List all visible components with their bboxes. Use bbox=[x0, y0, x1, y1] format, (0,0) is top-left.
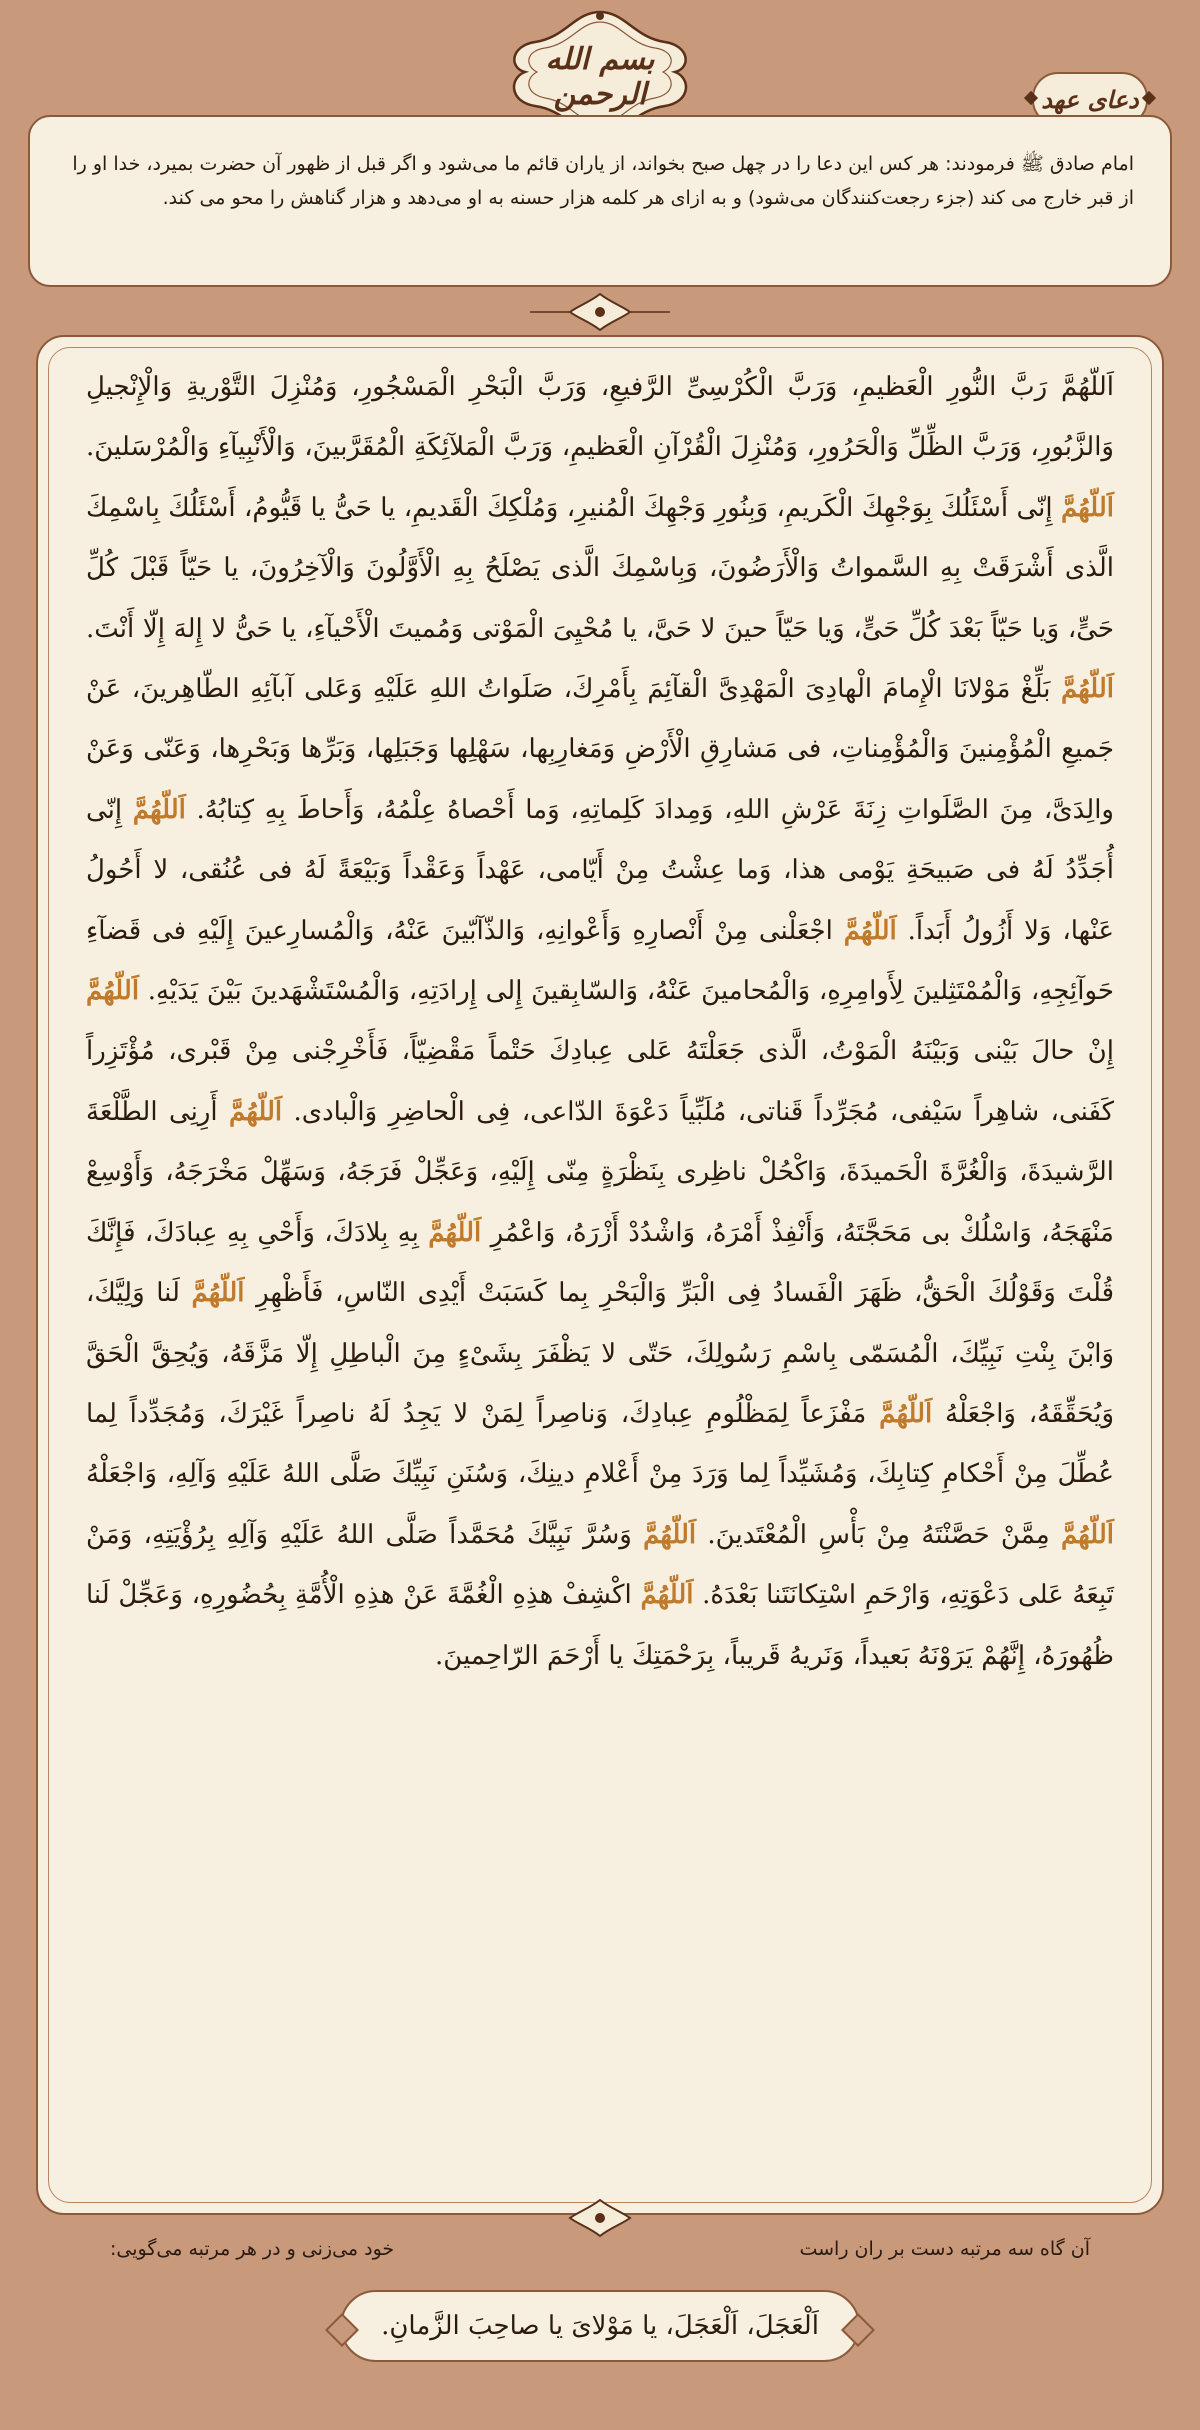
highlighted-allahumma: اَللّهُمَّ bbox=[1060, 1519, 1114, 1550]
closing-text: اَلْعَجَلَ، اَلْعَجَلَ، یا مَوْلایَ یا صاحِبَ الزَّمانِ. bbox=[381, 2311, 819, 2341]
highlighted-allahumma: اَللّهُمَّ bbox=[132, 794, 186, 825]
closing-badge bbox=[340, 2290, 860, 2362]
highlighted-allahumma: اَللّهُمَّ bbox=[643, 1519, 697, 1550]
highlighted-allahumma: اَللّهُمَّ bbox=[1060, 492, 1114, 523]
prayer-segment: إِنْ حالَ بَیْنی وَبَیْنَهُ الْمَوْتُ، الَّذی جَعَلْتَهُ عَلی عِبادِكَ حَتْماً مَقْضِیّاً، فَأَخْرِجْنی مِنْ قَبْری، مُؤْتَزِراً كَفَنی، شاهِراً سَیْفی، مُجَرِّداً قَناتی، مُلَبِّیاً دَعْوَةَ الدّاعی، فِی الْحاضِرِ وَالْبادی. bbox=[86, 1036, 1114, 1127]
highlighted-allahumma: اَللّهُمَّ bbox=[640, 1580, 694, 1611]
prayer-segment: وَسُرَّ نَبِیَّكَ مُحَمَّداً صَلَّی اللهُ عَلَیْهِ وَآلِهِ بِرُؤْیَتِهِ، وَمَنْ تَبِعَهُ عَلی دَعْوَتِهِ، وَارْحَمِ اسْتِكانَتَنا بَعْدَهُ. bbox=[86, 1519, 1114, 1611]
prayer-segment: اجْعَلْنی مِنْ أَنْصارِهِ وَأَعْوانِهِ، وَالذّآبّینَ عَنْهُ، وَالْمُسارِعینَ إِلَیْهِ فی قَضآءِ حَوآئِجِهِ، وَالْمُمْتَثِلینَ لِأَوامِرِهِ، وَالْمُحامینَ عَنْهُ، وَالسّابِقینَ إِلی إِرادَتِهِ، وَالْمُسْتَشْهَدینَ بَیْنَ یَدَیْهِ. bbox=[86, 915, 1114, 1007]
prayer-segment: مِمَّنْ حَصَّنْتَهُ مِنْ بَأْسِ الْمُعْتَدینَ. bbox=[696, 1519, 1061, 1550]
prayer-segment: اكْشِفْ هذِهِ الْغُمَّةَ عَنْ هذِهِ الْأُمَّةِ بِحُضُورِهِ، وَعَجِّلْ لَنا ظُهُورَهُ، إِنَّهُمْ یَرَوْنَهُ بَعیداً، وَنَریهُ قَریباً، بِرَحْمَتِكَ یا أَرْحَمَ الرّاحِمینَ. bbox=[86, 1580, 1114, 1671]
prayer-segment: بِهِ بِلادَكَ، وَأَحْیِ بِهِ عِبادَكَ، فَإِنَّكَ قُلْتَ وَقَوْلُكَ الْحَقُّ، ظَهَرَ الْفَسادُ فِی الْبَرِّ وَالْبَحْرِ بِما كَسَبَتْ أَیْدِی النّاسِ، فَأَظْهِرِ bbox=[86, 1217, 1114, 1309]
instruction-left: خود می‌زنی و در هر مرتبه می‌گویی: bbox=[110, 2238, 395, 2260]
diamond-ornament-icon bbox=[1024, 91, 1038, 105]
highlighted-allahumma: اَللّهُمَّ bbox=[428, 1217, 482, 1248]
prayer-segment: مَفْزَعاً لِمَظْلُومِ عِبادِكَ، وَناصِراً لِمَنْ لا یَجِدُ لَهُ ناصِراً غَیْرَكَ، وَمُجَدِّداً لِما عُطِّلَ مِنْ أَحْكامِ كِتابِكَ، وَمُشَیِّداً لِما وَرَدَ مِنْ أَعْلامِ دینِكَ، وَسُنَنِ نَبِیِّكَ صَلَّی اللهُ عَلَیْهِ وَآلِهِ، وَاجْعَلْهُ bbox=[86, 1398, 1114, 1490]
highlighted-allahumma: اَللّهُمَّ bbox=[1060, 674, 1114, 705]
intro-box bbox=[28, 115, 1172, 287]
highlighted-allahumma: اَللّهُمَّ bbox=[191, 1278, 245, 1309]
prayer-segment: أَرِنِی الطَّلْعَةَ الرَّشیدَةَ، وَالْغُرَّةَ الْحَمیدَةَ، وَاكْحُلْ ناظِری بِنَظْرَةٍ مِنّی إِلَیْهِ، وَعَجِّلْ فَرَجَهُ، وَسَهِّلْ مَخْرَجَهُ، وَأَوْسِعْ مَنْهَجَهُ، وَاسْلُكْ بی مَحَجَّتَهُ، وَأَنْفِذْ أَمْرَهُ، وَاشْدُدْ أَزْرَهُ، وَاعْمُرِ bbox=[86, 1096, 1114, 1248]
prayer-segment: إِنّی أُجَدِّدُ لَهُ فی صَبیحَةِ یَوْمی هذا، وَما عِشْتُ مِنْ أَیّامی، عَهْداً وَعَقْداً وَبَیْعَةً لَهُ فی عُنُقی، لا أَحُولُ عَنْها، وَلا أَزُولُ أَبَداً. bbox=[86, 794, 1115, 946]
diamond-ornament-icon bbox=[841, 2313, 875, 2347]
highlighted-allahumma: اَللّهُمَّ bbox=[229, 1096, 283, 1127]
instruction-right: آن گاه سه مرتبه دست بر ران راست bbox=[799, 2238, 1090, 2260]
highlighted-allahumma: اَللّهُمَّ bbox=[86, 976, 140, 1007]
highlighted-allahumma: اَللّهُمَّ bbox=[843, 915, 897, 946]
prayer-segment: إِنّی أَسْئَلُكَ بِوَجْهِكَ الْكَریمِ، وَبِنُورِ وَجْهِكَ الْمُنیرِ، وَمُلْكِكَ الْقَدیمِ، یا حَیُّ یا قَیُّومُ، أَسْئَلُكَ بِاسْمِكَ الَّذی أَشْرَقَتْ بِهِ السَّمواتُ وَالْأَرَضُونَ، وَبِاسْمِكَ الَّذی یَصْلَحُ بِهِ الْأَوَّلُونَ وَالْآخِرُونَ، یا حَیّاً قَبْلَ كُلِّ حَیٍّ، وَیا حَیّاً بَعْدَ كُلِّ حَیٍّ، وَیا حَیّاً حینَ لا حَیَّ، یا مُحْیِیَ الْمَوْتی وَمُمیتَ الْأَحْیآءِ، یا حَیُّ لا إِلهَ إِلّا أَنْتَ. bbox=[86, 492, 1114, 644]
prayer-text bbox=[86, 357, 1114, 1686]
prayer-segment: اَللّهُمَّ رَبَّ النُّورِ الْعَظیمِ، وَرَبَّ الْكُرْسِیِّ الرَّفیعِ، وَرَبَّ الْبَحْرِ الْمَسْجُورِ، وَمُنْزِلَ التَّوْریةِ وَالْإِنْجیلِ وَالزَّبُورِ، وَرَبَّ الظِّلِّ وَالْحَرُورِ، وَمُنْزِلَ الْقُرْآنِ الْعَظیمِ، وَرَبَّ الْمَلآئِكَةِ الْمُقَرَّبینَ، وَالْأَنْبِیآءِ وَالْمُرْسَلینَ. bbox=[86, 372, 1114, 463]
highlighted-allahumma: اَللّهُمَّ bbox=[879, 1398, 933, 1429]
prayer-segment: بَلِّغْ مَوْلانَا الْإِمامَ الْهادِیَ الْمَهْدِیَّ الْقآئِمَ بِأَمْرِكَ، صَلَواتُ اللهِ عَلَیْهِ وَعَلی آبآئِهِ الطّاهِرینَ، عَنْ جَمیعِ الْمُؤْمِنینَ وَالْمُؤْمِناتِ، فی مَشارِقِ الْأَرْضِ وَمَغارِبِها، سَهْلِها وَجَبَلِها، وَبَرِّها وَبَحْرِها، وَعَنّی وَعَنْ والِدَیَّ، مِنَ الصَّلَواتِ زِنَةَ عَرْشِ اللهِ، وَمِدادَ كَلِماتِهِ، وَما أَحْصاهُ عِلْمُهُ، وَأَحاطَ بِهِ كِتابُهُ. bbox=[86, 674, 1114, 825]
emblem-calligraphy: بسم الله الرحمن bbox=[545, 42, 655, 112]
page-title: دعای عهد bbox=[1041, 84, 1139, 114]
diamond-ornament-icon bbox=[1142, 91, 1156, 105]
intro-text: امام صادق ﷺ فرمودند: هر کس این دعا را در چهل صبح بخواند، از یاران قائم ما می‌شود و اگر قبل از ظهور آن حضرت بمیرد، خدا او را از قبر خارج می کند (جزء رجعت‌کنندگان می‌شود) و به ازای هر کلمه هزار حسنه به او می‌دهد و هزار گناهش را محو می کند. bbox=[72, 153, 1134, 209]
diamond-ornament-icon bbox=[325, 2313, 359, 2347]
prayer-panel bbox=[36, 335, 1164, 2215]
ornament-separator-icon bbox=[530, 292, 670, 332]
prayer-segment: لَنا وَلِیَّكَ، وَابْنَ بِنْتِ نَبِیِّكَ، الْمُسَمّی بِاسْمِ رَسُولِكَ، حَتّی لا یَظْفَرَ بِشَیْءٍ مِنَ الْباطِلِ إِلّا مَزَّقَهُ، وَیُحِقَّ الْحَقَّ وَیُحَقِّقَهُ، وَاجْعَلْهُ bbox=[86, 1278, 1114, 1429]
ornament-separator-icon bbox=[530, 2198, 670, 2238]
